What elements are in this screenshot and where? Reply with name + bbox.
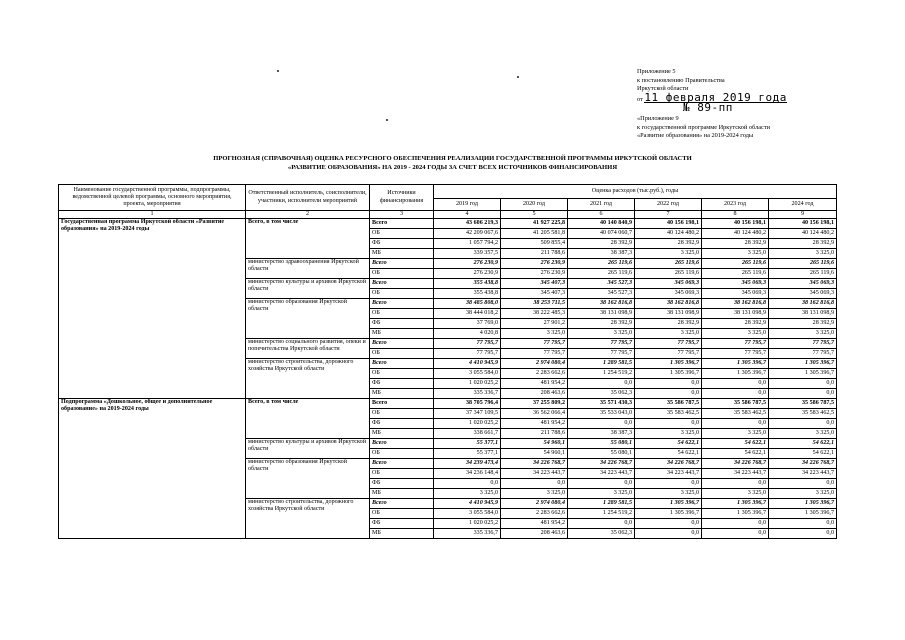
amount-cell: 34 223 443,7 — [501, 469, 568, 479]
executor-cell: Всего, в том числе — [246, 219, 370, 259]
amount-cell: 339 357,5 — [434, 249, 501, 259]
header-year: 2021 год — [568, 199, 635, 211]
header-name: Наименование государственной программы, подпрограммы, ведомственной целевой программы, основного мероприятия, проекта, мероприятия — [59, 185, 246, 211]
amount-cell: 27 901,2 — [501, 319, 568, 329]
amount-cell: 345 527,3 — [568, 279, 635, 289]
amount-cell: 0,0 — [568, 419, 635, 429]
amount-cell: 35 586 787,5 — [635, 399, 702, 409]
column-index: 1 — [59, 211, 246, 219]
amount-cell: 0,0 — [702, 479, 769, 489]
amount-cell: 0,0 — [635, 379, 702, 389]
amount-cell: 345 407,3 — [501, 289, 568, 299]
amount-cell: 40 156 198,1 — [702, 219, 769, 229]
amount-cell: 345 069,3 — [769, 289, 837, 299]
source-cell: Всего — [370, 499, 434, 509]
amount-cell: 338 661,7 — [434, 429, 501, 439]
amount-cell: 55 080,1 — [568, 449, 635, 459]
amount-cell: 77 795,7 — [702, 339, 769, 349]
source-cell: ФБ — [370, 319, 434, 329]
amount-cell: 35 586 787,5 — [702, 399, 769, 409]
amount-cell: 1 305 396,7 — [635, 499, 702, 509]
source-cell: ФБ — [370, 239, 434, 249]
amount-cell: 35 062,3 — [568, 389, 635, 399]
amount-cell: 36 562 066,4 — [501, 409, 568, 419]
amount-cell: 77 795,7 — [769, 349, 837, 359]
amount-cell: 34 226 768,7 — [568, 459, 635, 469]
decree-number: № 89-пп — [683, 101, 733, 115]
amount-cell: 276 230,9 — [501, 269, 568, 279]
appendix-sub-line: к государственной программе Иркутской области — [637, 123, 770, 131]
amount-cell: 345 069,3 — [769, 279, 837, 289]
column-index: 5 — [501, 211, 568, 219]
amount-cell: 77 795,7 — [635, 339, 702, 349]
amount-cell: 1 020 025,2 — [434, 379, 501, 389]
source-cell: Всего — [370, 299, 434, 309]
amount-cell: 2 283 662,6 — [501, 509, 568, 519]
decree-number-line — [637, 101, 787, 115]
amount-cell: 1 305 396,7 — [702, 499, 769, 509]
executor-cell: Всего, в том числе — [246, 399, 370, 439]
amount-cell: 345 069,3 — [635, 289, 702, 299]
amount-cell: 335 336,7 — [434, 389, 501, 399]
amount-cell: 0,0 — [769, 379, 837, 389]
amount-cell: 41 927 225,8 — [501, 219, 568, 229]
source-cell: МБ — [370, 389, 434, 399]
amount-cell: 77 795,7 — [702, 349, 769, 359]
amount-cell: 34 236 148,4 — [434, 469, 501, 479]
amount-cell: 77 795,7 — [501, 339, 568, 349]
title-line-2: «РАЗВИТИЕ ОБРАЗОВАНИЯ» НА 2019 - 2024 ГОДЫ ЗА СЧЕТ ВСЕХ ИСТОЧНИКОВ ФИНАНСИРОВАНИЯ — [287, 163, 618, 171]
source-cell: Всего — [370, 439, 434, 449]
amount-cell: 77 795,7 — [568, 349, 635, 359]
amount-cell: 77 795,7 — [501, 349, 568, 359]
amount-cell: 35 583 462,5 — [769, 409, 837, 419]
executor-cell: министерство социального развития, опеки и попечительства Иркутской области — [246, 339, 370, 359]
executor-cell: министерство культуры и архивов Иркутской области — [246, 439, 370, 459]
amount-cell: 265 119,6 — [769, 269, 837, 279]
scan-speck — [517, 76, 519, 78]
amount-cell: 35 533 043,0 — [568, 409, 635, 419]
column-index: 3 — [370, 211, 434, 219]
amount-cell: 509 855,4 — [501, 239, 568, 249]
appendix-sub-line: «Развитие образования» на 2019-2024 годы — [637, 132, 754, 140]
source-cell: ОБ — [370, 509, 434, 519]
source-cell: МБ — [370, 529, 434, 539]
amount-cell: 40 124 480,2 — [702, 229, 769, 239]
amount-cell: 40 124 480,2 — [769, 229, 837, 239]
amount-cell: 1 305 396,7 — [702, 509, 769, 519]
scan-speck — [386, 119, 388, 121]
amount-cell: 0,0 — [702, 379, 769, 389]
source-cell: ОБ — [370, 469, 434, 479]
amount-cell: 38 705 796,4 — [434, 399, 501, 409]
amount-cell: 34 223 443,7 — [568, 469, 635, 479]
amount-cell: 40 156 198,1 — [769, 219, 837, 229]
amount-cell: 38 162 816,8 — [635, 299, 702, 309]
amount-cell: 3 325,0 — [769, 429, 837, 439]
column-index: 8 — [702, 211, 769, 219]
amount-cell: 3 325,0 — [635, 429, 702, 439]
source-cell: Всего — [370, 459, 434, 469]
header-year: 2023 год — [702, 199, 769, 211]
amount-cell: 40 124 480,2 — [635, 229, 702, 239]
table-body — [59, 219, 837, 539]
header-year: 2020 год — [501, 199, 568, 211]
column-index: 2 — [246, 211, 370, 219]
amount-cell: 1 305 396,7 — [769, 499, 837, 509]
amount-cell: 0,0 — [769, 529, 837, 539]
amount-cell: 28 392,9 — [702, 319, 769, 329]
amount-cell: 1 305 396,7 — [635, 509, 702, 519]
amount-cell: 481 954,2 — [501, 379, 568, 389]
amount-cell: 77 795,7 — [434, 339, 501, 349]
amount-cell: 0,0 — [635, 479, 702, 489]
amount-cell: 54 622,1 — [635, 449, 702, 459]
amount-cell: 0,0 — [434, 479, 501, 489]
amount-cell: 0,0 — [769, 479, 837, 489]
amount-cell: 211 788,6 — [501, 429, 568, 439]
amount-cell: 4 410 945,9 — [434, 499, 501, 509]
amount-cell: 0,0 — [635, 529, 702, 539]
amount-cell: 335 336,7 — [434, 529, 501, 539]
amount-cell: 38 387,3 — [568, 429, 635, 439]
amount-cell: 3 325,0 — [769, 329, 837, 339]
amount-cell: 0,0 — [769, 419, 837, 429]
amount-cell: 35 583 462,5 — [702, 409, 769, 419]
amount-cell: 38 485 808,0 — [434, 299, 501, 309]
source-cell: ОБ — [370, 269, 434, 279]
amount-cell: 0,0 — [635, 389, 702, 399]
amount-cell: 37 347 109,5 — [434, 409, 501, 419]
amount-cell: 28 392,9 — [568, 319, 635, 329]
amount-cell: 0,0 — [635, 419, 702, 429]
source-cell: ОБ — [370, 369, 434, 379]
amount-cell: 38 444 018,2 — [434, 309, 501, 319]
amount-cell: 1 289 581,5 — [568, 499, 635, 509]
amount-cell: 355 438,8 — [434, 289, 501, 299]
amount-cell: 3 325,0 — [702, 329, 769, 339]
executor-cell: министерство образования Иркутской области — [246, 459, 370, 499]
amount-cell: 38 253 711,5 — [501, 299, 568, 309]
amount-cell: 208 463,6 — [501, 529, 568, 539]
amount-cell: 1 305 396,7 — [769, 509, 837, 519]
amount-cell: 3 325,0 — [568, 489, 635, 499]
amount-cell: 54 622,1 — [769, 439, 837, 449]
source-cell: ФБ — [370, 519, 434, 529]
amount-cell: 40 156 198,1 — [635, 219, 702, 229]
amount-cell: 3 055 584,0 — [434, 369, 501, 379]
amount-cell: 28 392,9 — [769, 239, 837, 249]
amount-cell: 3 325,0 — [769, 489, 837, 499]
amount-cell: 54 622,1 — [702, 449, 769, 459]
date-prefix: от — [637, 95, 643, 103]
amount-cell: 355 438,8 — [434, 279, 501, 289]
amount-cell: 3 325,0 — [702, 489, 769, 499]
amount-cell: 38 162 816,8 — [568, 299, 635, 309]
program-name-cell: Государственная программа Иркутской области «Развитие образования» на 2019-2024 годы — [59, 219, 246, 399]
amount-cell: 42 209 067,6 — [434, 229, 501, 239]
amount-cell: 265 119,6 — [702, 269, 769, 279]
source-cell: МБ — [370, 249, 434, 259]
amount-cell: 1 305 396,7 — [635, 359, 702, 369]
amount-cell: 38 222 485,3 — [501, 309, 568, 319]
amount-cell: 3 325,0 — [635, 329, 702, 339]
header-year: 2024 год — [769, 199, 837, 211]
executor-cell: министерство здравоохранения Иркутской области — [246, 259, 370, 279]
source-cell: Всего — [370, 399, 434, 409]
amount-cell: 2 974 080,4 — [501, 359, 568, 369]
amount-cell: 34 239 473,4 — [434, 459, 501, 469]
amount-cell: 1 305 396,7 — [769, 359, 837, 369]
source-cell: ОБ — [370, 289, 434, 299]
document-title — [0, 155, 905, 173]
amount-cell: 54 622,1 — [769, 449, 837, 459]
amount-cell: 28 392,9 — [635, 319, 702, 329]
title-line-1: ПРОГНОЗНАЯ (СПРАВОЧНАЯ) ОЦЕНКА РЕСУРСНОГО ОБЕСПЕЧЕНИЯ РЕАЛИЗАЦИИ ГОСУДАРСТВЕННОЙ ПРОГРАММЫ ИРКУТСКОЙ ОБЛАСТИ — [213, 155, 692, 162]
appendix-line: к постановлению Правительства — [637, 76, 725, 84]
source-cell: МБ — [370, 329, 434, 339]
amount-cell: 265 119,6 — [635, 259, 702, 269]
amount-cell: 276 230,9 — [434, 259, 501, 269]
amount-cell: 3 325,0 — [702, 249, 769, 259]
amount-cell: 345 069,3 — [702, 289, 769, 299]
amount-cell: 265 119,6 — [568, 259, 635, 269]
amount-cell: 0,0 — [568, 479, 635, 489]
header-estimate: Оценка расходов (тыс.руб.), годы — [434, 185, 837, 199]
amount-cell: 28 392,9 — [635, 239, 702, 249]
column-index: 9 — [769, 211, 837, 219]
amount-cell: 40 074 060,7 — [568, 229, 635, 239]
column-index: 6 — [568, 211, 635, 219]
amount-cell: 265 119,6 — [769, 259, 837, 269]
amount-cell: 1 289 581,5 — [568, 359, 635, 369]
amount-cell: 38 131 098,9 — [769, 309, 837, 319]
amount-cell: 77 795,7 — [635, 349, 702, 359]
amount-cell: 3 055 584,0 — [434, 509, 501, 519]
amount-cell: 4 410 945,9 — [434, 359, 501, 369]
amount-cell: 0,0 — [635, 519, 702, 529]
header-executor: Ответственный исполнитель, соисполнители, участники, исполнители мероприятий — [246, 185, 370, 211]
amount-cell: 34 226 768,7 — [702, 459, 769, 469]
amount-cell: 34 223 443,7 — [635, 469, 702, 479]
amount-cell: 1 305 396,7 — [769, 369, 837, 379]
column-index: 7 — [635, 211, 702, 219]
amount-cell: 0,0 — [769, 389, 837, 399]
amount-cell: 345 407,3 — [501, 279, 568, 289]
amount-cell: 28 392,9 — [769, 319, 837, 329]
amount-cell: 2 974 080,4 — [501, 499, 568, 509]
source-cell: ОБ — [370, 449, 434, 459]
amount-cell: 0,0 — [702, 519, 769, 529]
amount-cell: 265 119,6 — [568, 269, 635, 279]
source-cell: ФБ — [370, 419, 434, 429]
amount-cell: 345 069,3 — [635, 279, 702, 289]
amount-cell: 0,0 — [568, 519, 635, 529]
amount-cell: 276 230,9 — [501, 259, 568, 269]
amount-cell: 28 392,9 — [568, 239, 635, 249]
source-cell: ФБ — [370, 379, 434, 389]
amount-cell: 481 954,2 — [501, 419, 568, 429]
amount-cell: 1 254 519,2 — [568, 509, 635, 519]
amount-cell: 35 571 430,3 — [568, 399, 635, 409]
amount-cell: 54 622,1 — [635, 439, 702, 449]
amount-cell: 0,0 — [568, 379, 635, 389]
source-cell: МБ — [370, 489, 434, 499]
amount-cell: 3 325,0 — [568, 329, 635, 339]
amount-cell: 37 255 809,2 — [501, 399, 568, 409]
header-year: 2019 год — [434, 199, 501, 211]
source-cell: ОБ — [370, 349, 434, 359]
table-row — [59, 219, 837, 229]
amount-cell: 3 325,0 — [635, 489, 702, 499]
amount-cell: 55 377,1 — [434, 439, 501, 449]
executor-cell: министерство культуры и архивов Иркутской области — [246, 279, 370, 299]
column-index-row — [59, 211, 837, 219]
amount-cell: 34 226 768,7 — [769, 459, 837, 469]
amount-cell: 38 387,3 — [568, 249, 635, 259]
amount-cell: 77 795,7 — [568, 339, 635, 349]
amount-cell: 38 131 098,9 — [635, 309, 702, 319]
scan-speck — [277, 70, 279, 72]
amount-cell: 37 769,0 — [434, 319, 501, 329]
executor-cell: министерство образования Иркутской области — [246, 299, 370, 339]
source-cell: ФБ — [370, 479, 434, 489]
amount-cell: 34 226 768,7 — [501, 459, 568, 469]
amount-cell: 54 960,1 — [501, 449, 568, 459]
source-cell: ОБ — [370, 409, 434, 419]
amount-cell: 265 119,6 — [702, 259, 769, 269]
amount-cell: 345 527,3 — [568, 289, 635, 299]
amount-cell: 35 586 787,5 — [769, 399, 837, 409]
amount-cell: 1 305 396,7 — [702, 359, 769, 369]
amount-cell: 35 583 462,5 — [635, 409, 702, 419]
amount-cell: 2 283 662,6 — [501, 369, 568, 379]
amount-cell: 1 305 396,7 — [635, 369, 702, 379]
executor-cell: министерство строительства, дорожного хозяйства Иркутской области — [246, 499, 370, 539]
amount-cell: 481 954,2 — [501, 519, 568, 529]
amount-cell: 265 119,6 — [635, 269, 702, 279]
amount-cell: 3 325,0 — [769, 249, 837, 259]
decree-date: 11 февраля 2019 года — [644, 90, 787, 104]
amount-cell: 35 062,3 — [568, 529, 635, 539]
source-cell: Всего — [370, 279, 434, 289]
appendix-sub-line: «Приложение 9 — [637, 114, 679, 122]
amount-cell: 211 788,6 — [501, 249, 568, 259]
amount-cell: 0,0 — [702, 419, 769, 429]
amount-cell: 41 205 581,8 — [501, 229, 568, 239]
amount-cell: 4 020,8 — [434, 329, 501, 339]
executor-cell: министерство строительства, дорожного хозяйства Иркутской области — [246, 359, 370, 399]
amount-cell: 3 325,0 — [501, 329, 568, 339]
source-cell: Всего — [370, 339, 434, 349]
header-source: Источники финансирования — [370, 185, 434, 211]
amount-cell: 40 140 840,9 — [568, 219, 635, 229]
amount-cell: 38 162 816,8 — [702, 299, 769, 309]
amount-cell: 3 325,0 — [434, 489, 501, 499]
appendix-line: Иркутской области — [637, 85, 689, 93]
amount-cell: 28 392,9 — [702, 239, 769, 249]
source-cell: ОБ — [370, 309, 434, 319]
amount-cell: 0,0 — [702, 529, 769, 539]
table-row — [59, 399, 837, 409]
amount-cell: 3 325,0 — [635, 249, 702, 259]
amount-cell: 1 254 519,2 — [568, 369, 635, 379]
amount-cell: 1 020 025,2 — [434, 419, 501, 429]
amount-cell: 55 080,1 — [568, 439, 635, 449]
source-cell: Всего — [370, 219, 434, 229]
source-cell: Всего — [370, 259, 434, 269]
source-cell: Всего — [370, 359, 434, 369]
amount-cell: 38 131 098,9 — [568, 309, 635, 319]
amount-cell: 3 325,0 — [501, 489, 568, 499]
amount-cell: 43 606 219,3 — [434, 219, 501, 229]
amount-cell: 38 131 098,9 — [702, 309, 769, 319]
financing-table — [58, 184, 837, 539]
amount-cell: 77 795,7 — [434, 349, 501, 359]
amount-cell: 1 305 396,7 — [702, 369, 769, 379]
source-cell: ОБ — [370, 229, 434, 239]
amount-cell: 38 162 816,8 — [769, 299, 837, 309]
appendix-block — [637, 68, 787, 141]
amount-cell: 0,0 — [501, 479, 568, 489]
source-cell: МБ — [370, 429, 434, 439]
amount-cell: 208 463,6 — [501, 389, 568, 399]
amount-cell: 77 795,7 — [769, 339, 837, 349]
amount-cell: 34 223 443,7 — [702, 469, 769, 479]
column-index: 4 — [434, 211, 501, 219]
amount-cell: 3 325,0 — [702, 429, 769, 439]
amount-cell: 1 057 794,2 — [434, 239, 501, 249]
amount-cell: 54 622,1 — [702, 439, 769, 449]
amount-cell: 276 230,9 — [434, 269, 501, 279]
amount-cell: 0,0 — [769, 519, 837, 529]
amount-cell: 34 223 443,7 — [769, 469, 837, 479]
program-name-cell: Подпрограмма «Дошкольное, общее и дополнительное образование» на 2019-2024 годы — [59, 399, 246, 539]
amount-cell: 1 020 025,2 — [434, 519, 501, 529]
amount-cell: 54 960,1 — [501, 439, 568, 449]
amount-cell: 345 069,3 — [702, 279, 769, 289]
header-year: 2022 год — [635, 199, 702, 211]
amount-cell: 0,0 — [702, 389, 769, 399]
amount-cell: 55 377,1 — [434, 449, 501, 459]
appendix-line: Приложение 5 — [637, 68, 676, 75]
amount-cell: 34 226 768,7 — [635, 459, 702, 469]
